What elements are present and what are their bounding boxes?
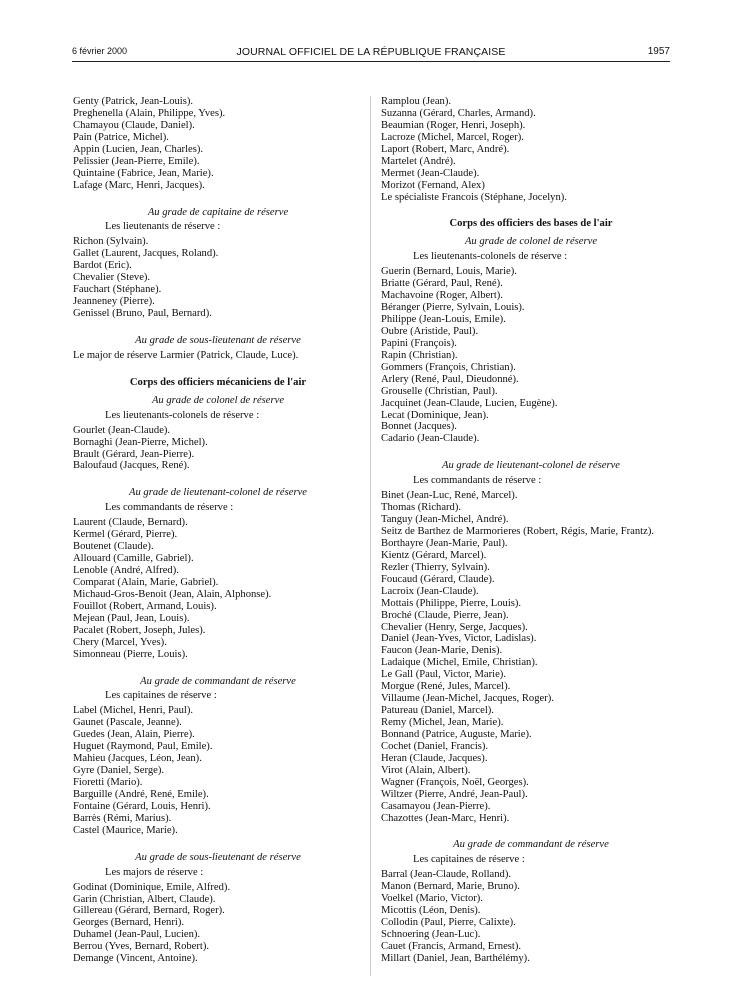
name-entry: Faucon (Jean-Marie, Denis). xyxy=(381,645,503,657)
name-entry: Label (Michel, Henri, Paul). xyxy=(73,705,194,717)
name-entry: Briatte (Gérard, Paul, René). xyxy=(381,278,503,290)
name-entry: Fontaine (Gérard, Louis, Henri). xyxy=(73,800,211,812)
name-entry: Virot (Alain, Albert). xyxy=(381,764,471,776)
name-entry: Laurent (Claude, Bernard). xyxy=(73,517,188,529)
name-entry: Chevalier (Steve). xyxy=(73,272,151,284)
name-entry: Remy (Michel, Jean, Marie). xyxy=(381,717,504,728)
name-entry: Patureau (Daniel, Marcel). xyxy=(381,705,494,717)
name-entry: Schnoering (Jean-Luc). xyxy=(381,929,481,940)
grade-heading: Au grade de sous-lieutenant de réserve xyxy=(135,851,301,863)
name-entry: Genissel (Bruno, Paul, Bernard). xyxy=(73,308,212,319)
name-entry: Quintaine (Fabrice, Jean, Marie). xyxy=(73,167,214,179)
section-spacer xyxy=(73,837,363,852)
corps-heading: Corps des officiers mécaniciens de l'air xyxy=(129,376,307,388)
name-entry: Comparat (Alain, Marie, Gabriel). xyxy=(73,576,219,588)
section-spacer xyxy=(73,192,363,207)
name-entry: Jacquinet (Jean-Claude, Lucien, Eugène). xyxy=(381,397,558,409)
name-entry: Morizot (Fernand, Alex) xyxy=(381,179,485,191)
grade-heading: Au grade de capitaine de réserve xyxy=(147,206,289,218)
name-entry: Binet (Jean-Luc, René, Marcel). xyxy=(381,490,518,502)
name-entry: Mermet (Jean-Claude). xyxy=(381,167,480,179)
header-date: 6 février 2000 xyxy=(72,46,128,56)
name-entry: Preghenella (Alain, Philippe, Yves). xyxy=(73,107,226,119)
header-title: JOURNAL OFFICIEL DE LA RÉPUBLIQUE FRANÇAISE xyxy=(236,46,506,58)
name-entry: Pelissier (Jean-Pierre, Emile). xyxy=(73,155,200,167)
name-entry: Barral (Jean-Claude, Rolland). xyxy=(381,869,512,881)
name-entry: Bardot (Eric). xyxy=(73,260,132,272)
name-entry: Broché (Claude, Pierre, Jean). xyxy=(381,609,509,621)
name-entry: Rezler (Thierry, Sylvain). xyxy=(381,561,490,573)
name-entry: Suzanna (Gérard, Charles, Armand). xyxy=(381,107,536,119)
name-entry: Wagner (François, Noël, Georges). xyxy=(381,776,529,788)
name-entry: Heran (Claude, Jacques). xyxy=(381,752,488,764)
name-entry: Mahieu (Jacques, Léon, Jean). xyxy=(73,753,202,765)
name-entry: Ramplou (Jean). xyxy=(381,96,452,107)
name-entry: Lacroix (Jean-Claude). xyxy=(381,585,479,597)
name-entry: Berrou (Yves, Bernard, Robert). xyxy=(73,941,210,953)
rank-subheading: Les lieutenants de réserve : xyxy=(105,221,221,233)
name-entry: Chazottes (Jean-Marc, Henri). xyxy=(381,812,510,824)
name-entry: Jeanneney (Pierre). xyxy=(73,296,155,308)
name-entry: Guedes (Jean, Alain, Pierre). xyxy=(73,729,195,741)
name-entry: Pain (Patrice, Michel). xyxy=(73,131,169,143)
rank-subheading: Les capitaines de réserve : xyxy=(413,854,525,866)
name-entry: Appin (Lucien, Jean, Charles). xyxy=(73,143,204,155)
name-entry: Gyre (Daniel, Serge). xyxy=(73,765,164,777)
name-entry: Cadario (Jean-Claude). xyxy=(381,433,480,445)
name-entry: Rapin (Christian). xyxy=(381,349,458,361)
rank-subheading: Les lieutenants-colonels de réserve : xyxy=(413,251,568,263)
name-entry: Kermel (Gérard, Pierre). xyxy=(73,529,178,541)
name-entry: Chamayou (Claude, Daniel). xyxy=(73,119,195,131)
name-entry: Lenoble (André, Alfred). xyxy=(73,565,179,576)
name-entry: Gaunet (Pascale, Jeanne). xyxy=(73,717,182,729)
name-entry: Lecat (Dominique, Jean). xyxy=(381,409,489,421)
name-entry: Daniel (Jean-Yves, Victor, Ladislas). xyxy=(381,633,537,645)
name-entry: Genty (Patrick, Jean-Louis). xyxy=(73,96,194,107)
section-spacer xyxy=(381,824,681,839)
name-entry: Fioretti (Mario). xyxy=(73,777,143,788)
name-entry: Arlery (René, Paul, Dieudonné). xyxy=(381,373,519,385)
rank-subheading: Les capitaines de réserve : xyxy=(105,690,217,702)
name-entry: Kientz (Gérard, Marcel). xyxy=(381,549,487,561)
grade-heading: Au grade de commandant de réserve xyxy=(140,675,296,687)
name-entry: Borthayre (Jean-Marie, Paul). xyxy=(381,537,508,549)
name-entry: Bonnand (Patrice, Auguste, Marie). xyxy=(381,728,532,740)
name-entry: Gallet (Laurent, Jacques, Roland). xyxy=(73,248,219,260)
name-entry: Fauchart (Stéphane). xyxy=(73,284,162,296)
name-entry: Bonnet (Jacques). xyxy=(381,421,457,433)
name-entry: Wiltzer (Pierre, André, Jean-Paul). xyxy=(381,788,528,800)
name-entry: Tanguy (Jean-Michel, André). xyxy=(381,514,509,526)
section-spacer xyxy=(73,362,363,377)
name-entry: Gillereau (Gérard, Bernard, Roger). xyxy=(73,905,225,917)
name-entry: Duhamel (Jean-Paul, Lucien). xyxy=(73,929,201,941)
rank-subheading: Les majors de réserve : xyxy=(105,866,204,878)
name-entry: Collodin (Paul, Pierre, Calixte). xyxy=(381,917,516,929)
name-entry: Oubre (Aristide, Paul). xyxy=(381,325,479,337)
grade-heading: Au grade de lieutenant-colonel de réserve xyxy=(129,487,307,499)
name-entry: Villaume (Jean-Michel, Jacques, Roger). xyxy=(381,693,554,705)
name-entry: Pacalet (Robert, Joseph, Jules). xyxy=(73,624,206,636)
name-entry: Guerin (Bernard, Louis, Marie). xyxy=(381,266,517,278)
header-rule xyxy=(72,61,670,62)
name-entry: Godinat (Dominique, Emile, Alfred). xyxy=(73,881,231,893)
right-column xyxy=(381,96,681,965)
name-entry: Micottis (Léon, Denis). xyxy=(381,905,481,917)
name-entry: Michaud-Gros-Benoit (Jean, Alain, Alphonse). xyxy=(73,588,272,600)
section-spacer xyxy=(73,320,363,335)
name-entry: Grouselle (Christian, Paul). xyxy=(381,385,498,397)
grade-heading: Au grade de colonel de réserve xyxy=(151,394,285,406)
name-entry: Ladaique (Michel, Emile, Christian). xyxy=(381,657,538,669)
name-entry: Garin (Christian, Albert, Claude). xyxy=(73,893,216,905)
name-entry: Simonneau (Pierre, Louis). xyxy=(73,648,188,660)
name-entry: Baloufaud (Jacques, René). xyxy=(73,460,190,472)
name-entry: Le spécialiste Francois (Stéphane, Jocelyn). xyxy=(381,191,567,203)
name-entry: Foucaud (Gérard, Claude). xyxy=(381,573,495,585)
name-entry: Mottais (Philippe, Pierre, Louis). xyxy=(381,597,522,609)
name-entry: Manon (Bernard, Marie, Bruno). xyxy=(381,881,520,893)
rank-subheading: Les lieutenants-colonels de réserve : xyxy=(105,409,260,421)
name-entry: Millart (Daniel, Jean, Barthélémy). xyxy=(381,952,530,964)
corps-heading: Corps des officiers des bases de l'air xyxy=(449,218,613,230)
name-entry: Martelet (André). xyxy=(381,155,456,167)
name-entry: Brault (Gérard, Jean-Pierre). xyxy=(73,448,195,460)
name-entry: Gourlet (Jean-Claude). xyxy=(73,424,171,436)
name-entry: Mejean (Paul, Jean, Louis). xyxy=(73,612,190,624)
name-entry: Fouillot (Robert, Armand, Louis). xyxy=(73,600,217,612)
section-spacer xyxy=(73,661,363,676)
name-entry: Morgue (René, Jules, Marcel). xyxy=(381,681,511,693)
name-entry: Allouard (Camille, Gabriel). xyxy=(73,553,194,565)
section-spacer xyxy=(73,472,363,487)
name-entry: Boutenet (Claude). xyxy=(73,541,154,553)
name-entry: Lacroze (Michel, Marcel, Roger). xyxy=(381,131,524,143)
name-entry: Thomas (Richard). xyxy=(381,502,462,514)
name-entry: Demange (Vincent, Antoine). xyxy=(73,953,198,965)
name-entry: Béranger (Pierre, Sylvain, Louis). xyxy=(381,302,525,314)
grade-heading: Au grade de sous-lieutenant de réserve xyxy=(135,334,301,346)
name-entry: Georges (Bernard, Henri). xyxy=(73,917,184,929)
name-entry: Barguille (André, René, Emile). xyxy=(73,788,209,800)
name-entry: Bornaghi (Jean-Pierre, Michel). xyxy=(73,436,208,448)
name-entry: Barrès (Rémi, Marius). xyxy=(73,812,172,824)
name-entry: Le major de réserve Larmier (Patrick, Claude, Luce). xyxy=(73,349,299,361)
name-entry: Casamayou (Jean-Pierre). xyxy=(381,800,491,812)
name-entry: Le Gall (Paul, Victor, Marie). xyxy=(381,669,506,681)
name-entry: Philippe (Jean-Louis, Emile). xyxy=(381,314,506,325)
grade-heading: Au grade de colonel de réserve xyxy=(464,236,598,248)
name-entry: Seitz de Barthez de Marmorieres (Robert, Régis, Marie, Frantz). xyxy=(381,526,654,537)
name-entry: Machavoine (Roger, Albert). xyxy=(381,290,503,302)
rank-subheading: Les commandants de réserve : xyxy=(105,502,234,514)
name-entry: Huguet (Raymond, Paul, Emile). xyxy=(73,741,213,753)
name-entry: Castel (Maurice, Marie). xyxy=(73,824,178,836)
column-divider xyxy=(370,96,371,976)
section-spacer xyxy=(381,445,681,460)
grade-heading: Au grade de lieutenant-colonel de réserve xyxy=(442,460,620,472)
name-entry: Chevalier (Henry, Serge, Jacques). xyxy=(381,621,528,633)
name-entry: Chery (Marcel, Yves). xyxy=(73,636,167,648)
section-spacer xyxy=(381,203,681,218)
name-entry: Beaumian (Roger, Henri, Joseph). xyxy=(381,119,526,131)
name-entry: Laport (Robert, Marc, André). xyxy=(381,143,510,155)
grade-heading: Au grade de commandant de réserve xyxy=(453,839,609,851)
name-entry: Richon (Sylvain). xyxy=(73,236,149,248)
name-entry: Voelkel (Mario, Victor). xyxy=(381,893,483,905)
name-entry: Papini (François). xyxy=(381,337,457,349)
name-entry: Gommers (François, Christian). xyxy=(381,361,516,373)
name-entry: Lafage (Marc, Henri, Jacques). xyxy=(73,179,205,191)
name-entry: Cochet (Daniel, Francis). xyxy=(381,740,489,752)
name-entry: Cauet (Francis, Armand, Ernest). xyxy=(381,940,522,952)
rank-subheading: Les commandants de réserve : xyxy=(413,475,542,487)
left-column xyxy=(73,96,363,965)
header-page-number: 1957 xyxy=(647,46,670,57)
